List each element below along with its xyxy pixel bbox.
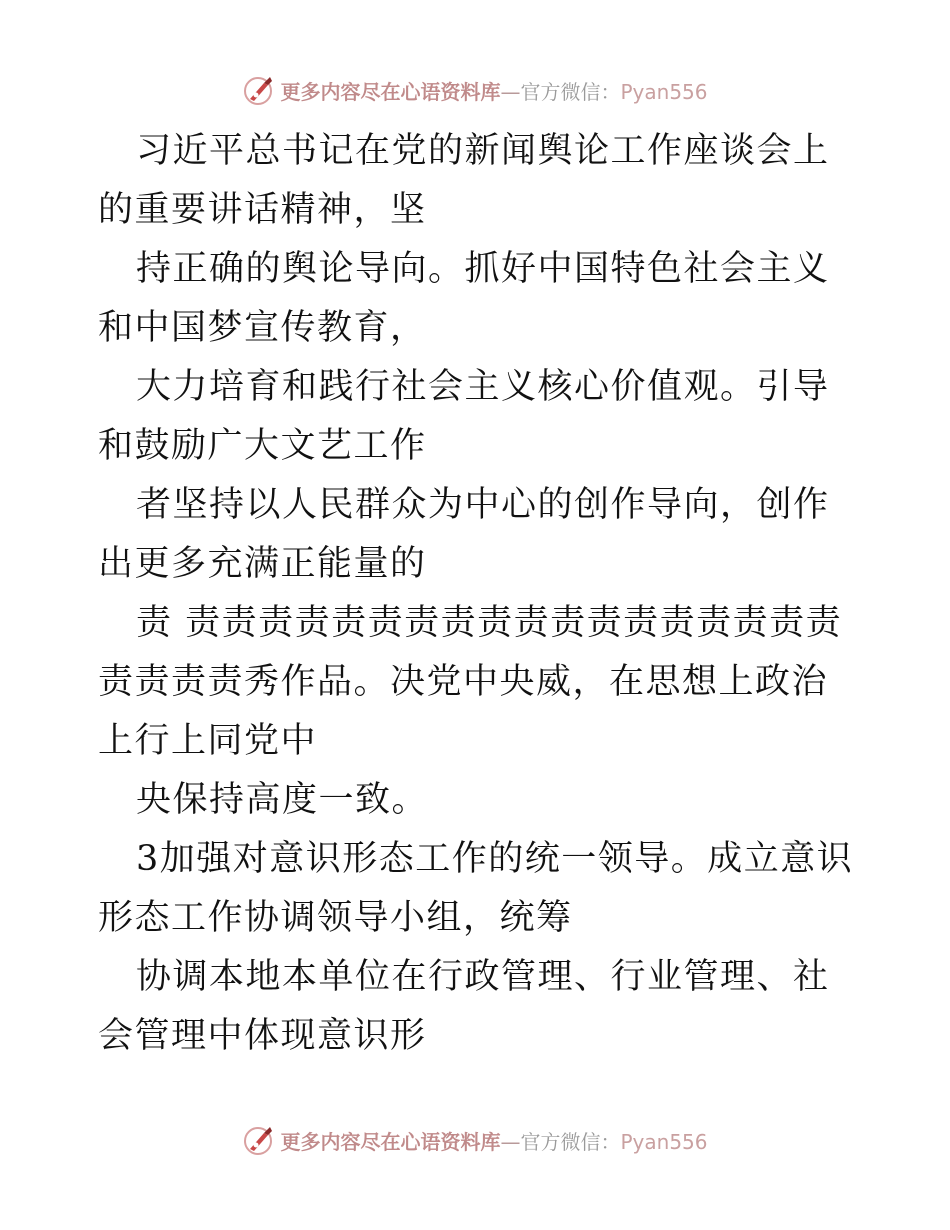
paragraph-7: 3加强对意识形态工作的统一领导。成立意识形态工作协调领导小组，统筹 [98, 839, 854, 938]
footer-banner-text [280, 1126, 707, 1155]
header-wechat-label: 官方微信： [520, 79, 621, 104]
document-body [98, 122, 858, 1066]
pen-logo-icon [242, 73, 276, 107]
footer-brand: 更多内容尽在心语资料库 [280, 1129, 501, 1154]
footer-wechat-id: Pyan556 [620, 1129, 708, 1154]
paragraph-5: 责 责责责责责责责责责责责责责责责责责责责责责责秀作品。决党中央威，在思想上政治上行上同党中 [98, 603, 843, 761]
paragraph-6: 央保持高度一致。 [136, 780, 429, 820]
paragraph-8: 协调本地本单位在行政管理、行业管理、社会管理中体现意识形 [98, 957, 830, 1056]
header-brand: 更多内容尽在心语资料库 [280, 79, 501, 104]
header-wechat-id: Pyan556 [620, 79, 708, 104]
footer-banner [0, 1120, 950, 1160]
footer-wechat-label: 官方微信： [520, 1129, 621, 1154]
pen-logo-icon [242, 1123, 276, 1157]
paragraph-1: 习近平总书记在党的新闻舆论工作座谈会上的重要讲话精神，坚 [98, 131, 830, 230]
header-banner [0, 70, 950, 110]
paragraph-3: 大力培育和践行社会主义核心价值观。引导和鼓励广大文艺工作 [98, 367, 830, 466]
footer-separator: — [500, 1129, 521, 1154]
paragraph-4: 者坚持以人民群众为中心的创作导向，创作出更多充满正能量的 [98, 485, 830, 584]
header-banner-text [280, 76, 707, 105]
header-separator: — [500, 79, 521, 104]
paragraph-2: 持正确的舆论导向。抓好中国特色社会主义和中国梦宣传教育， [98, 249, 830, 348]
